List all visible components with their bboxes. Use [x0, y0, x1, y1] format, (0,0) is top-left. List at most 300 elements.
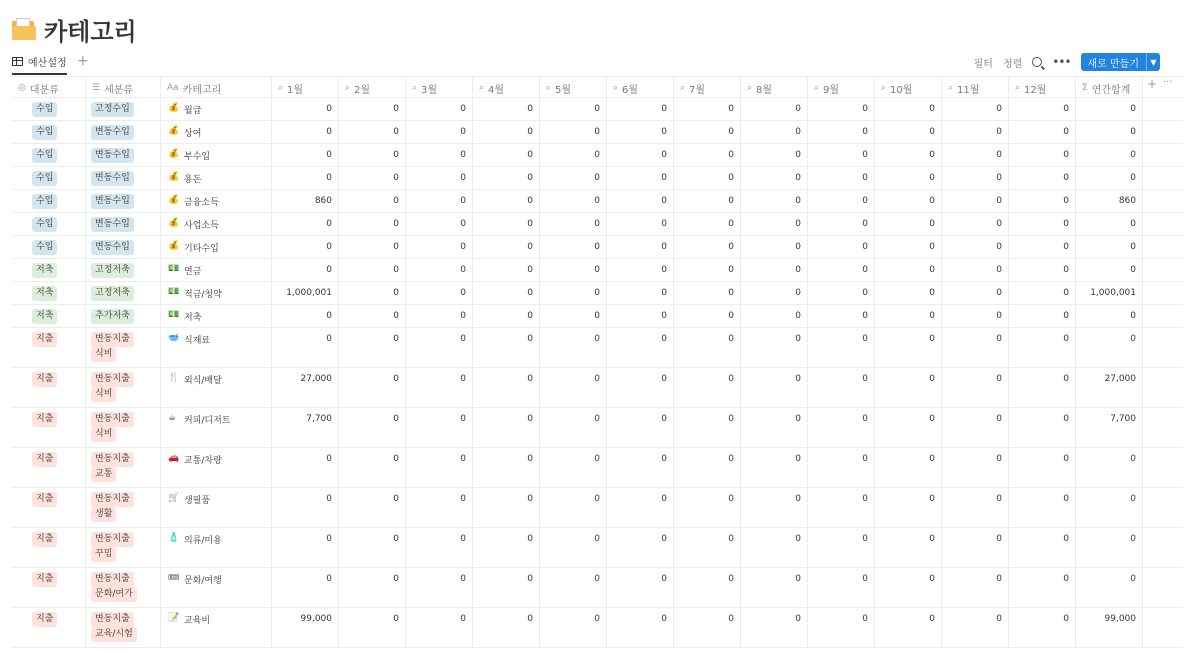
- month-value-cell[interactable]: 0: [942, 190, 1009, 212]
- main-category-cell[interactable]: [12, 328, 86, 367]
- month-value-cell[interactable]: 0: [875, 608, 942, 647]
- month-value-cell[interactable]: 0: [1009, 608, 1076, 647]
- month-value-cell[interactable]: 0: [1009, 368, 1076, 407]
- new-button[interactable]: [1081, 53, 1160, 71]
- month-value-cell[interactable]: 0: [808, 121, 875, 143]
- column-header-month[interactable]: ⌕ 9월: [808, 77, 875, 99]
- month-value-cell[interactable]: 0: [741, 213, 808, 235]
- category-cell[interactable]: [161, 236, 272, 258]
- table-row[interactable]: [12, 528, 1183, 568]
- month-value-cell[interactable]: 0: [339, 236, 406, 258]
- month-value-cell[interactable]: 0: [473, 568, 540, 607]
- add-view-icon[interactable]: +: [77, 53, 89, 69]
- month-value-cell[interactable]: 0: [808, 568, 875, 607]
- month-value-cell[interactable]: 0: [339, 167, 406, 189]
- month-value-cell[interactable]: 0: [406, 190, 473, 212]
- month-value-cell[interactable]: 0: [674, 408, 741, 447]
- month-value-cell[interactable]: 0: [741, 448, 808, 487]
- month-value-cell[interactable]: 0: [674, 488, 741, 527]
- month-value-cell[interactable]: 0: [406, 368, 473, 407]
- folder-icon[interactable]: [12, 18, 36, 40]
- month-value-cell[interactable]: 0: [473, 488, 540, 527]
- month-value-cell[interactable]: 0: [1009, 98, 1076, 120]
- month-value-cell[interactable]: 0: [607, 167, 674, 189]
- table-row[interactable]: [12, 236, 1183, 259]
- month-value-cell[interactable]: 0: [1009, 448, 1076, 487]
- month-value-cell[interactable]: 0: [339, 305, 406, 327]
- category-cell[interactable]: [161, 488, 272, 527]
- month-value-cell[interactable]: 0: [339, 528, 406, 567]
- month-value-cell[interactable]: 0: [406, 328, 473, 367]
- month-value-cell[interactable]: 0: [1009, 528, 1076, 567]
- month-value-cell[interactable]: 0: [741, 236, 808, 258]
- column-header-category[interactable]: Aa 카테고리: [161, 77, 272, 99]
- month-value-cell[interactable]: 0: [808, 448, 875, 487]
- table-row[interactable]: [12, 144, 1183, 167]
- column-header-month[interactable]: ⌕ 1월: [272, 77, 339, 99]
- main-category-cell[interactable]: [12, 121, 86, 143]
- month-value-cell[interactable]: 0: [674, 368, 741, 407]
- main-category-cell[interactable]: [12, 259, 86, 281]
- category-cell[interactable]: [161, 190, 272, 212]
- category-cell[interactable]: [161, 305, 272, 327]
- category-cell[interactable]: [161, 144, 272, 166]
- category-cell[interactable]: [161, 213, 272, 235]
- month-value-cell[interactable]: 0: [607, 282, 674, 304]
- month-value-cell[interactable]: 0: [272, 98, 339, 120]
- month-value-cell[interactable]: 0: [808, 528, 875, 567]
- month-value-cell[interactable]: 7,700: [272, 408, 339, 447]
- column-header-sub[interactable]: ☰ 세분류: [86, 77, 161, 99]
- column-header-month[interactable]: ⌕ 3월: [406, 77, 473, 99]
- month-value-cell[interactable]: 0: [339, 98, 406, 120]
- main-category-cell[interactable]: [12, 448, 86, 487]
- month-value-cell[interactable]: 0: [1009, 488, 1076, 527]
- table-row[interactable]: [12, 98, 1183, 121]
- month-value-cell[interactable]: 0: [339, 368, 406, 407]
- month-value-cell[interactable]: 0: [540, 213, 607, 235]
- month-value-cell[interactable]: 0: [607, 98, 674, 120]
- month-value-cell[interactable]: 0: [875, 568, 942, 607]
- month-value-cell[interactable]: 0: [473, 213, 540, 235]
- month-value-cell[interactable]: 0: [741, 259, 808, 281]
- main-category-cell[interactable]: [12, 282, 86, 304]
- category-cell[interactable]: [161, 328, 272, 367]
- main-category-cell[interactable]: [12, 568, 86, 607]
- add-property-icon[interactable]: +: [1147, 77, 1158, 91]
- category-cell[interactable]: [161, 528, 272, 567]
- subcategory-cell[interactable]: [86, 568, 161, 607]
- month-value-cell[interactable]: 0: [875, 213, 942, 235]
- month-value-cell[interactable]: 0: [339, 282, 406, 304]
- month-value-cell[interactable]: 0: [339, 408, 406, 447]
- month-value-cell[interactable]: 0: [808, 144, 875, 166]
- table-row[interactable]: [12, 488, 1183, 528]
- month-value-cell[interactable]: 0: [875, 528, 942, 567]
- month-value-cell[interactable]: 0: [540, 144, 607, 166]
- month-value-cell[interactable]: 0: [607, 121, 674, 143]
- subcategory-cell[interactable]: [86, 190, 161, 212]
- filter-button[interactable]: 필터: [973, 58, 993, 70]
- main-category-cell[interactable]: [12, 144, 86, 166]
- month-value-cell[interactable]: 0: [272, 328, 339, 367]
- month-value-cell[interactable]: 0: [540, 98, 607, 120]
- subcategory-cell[interactable]: [86, 328, 161, 367]
- month-value-cell[interactable]: 0: [406, 213, 473, 235]
- table-row[interactable]: [12, 190, 1183, 213]
- month-value-cell[interactable]: 0: [875, 488, 942, 527]
- table-row[interactable]: [12, 282, 1183, 305]
- month-value-cell[interactable]: 0: [406, 236, 473, 258]
- tab-budget-settings[interactable]: [12, 51, 67, 75]
- subcategory-cell[interactable]: [86, 259, 161, 281]
- month-value-cell[interactable]: 0: [741, 190, 808, 212]
- month-value-cell[interactable]: 0: [406, 528, 473, 567]
- month-value-cell[interactable]: 0: [406, 167, 473, 189]
- month-value-cell[interactable]: 0: [875, 190, 942, 212]
- subcategory-cell[interactable]: [86, 488, 161, 527]
- main-category-cell[interactable]: [12, 608, 86, 647]
- month-value-cell[interactable]: 0: [875, 368, 942, 407]
- month-value-cell[interactable]: 0: [540, 608, 607, 647]
- month-value-cell[interactable]: 0: [540, 190, 607, 212]
- month-value-cell[interactable]: 0: [808, 608, 875, 647]
- month-value-cell[interactable]: 0: [942, 488, 1009, 527]
- month-value-cell[interactable]: 0: [741, 167, 808, 189]
- column-header-month[interactable]: ⌕ 8월: [741, 77, 808, 99]
- month-value-cell[interactable]: 0: [339, 190, 406, 212]
- month-value-cell[interactable]: 0: [674, 282, 741, 304]
- month-value-cell[interactable]: 0: [473, 190, 540, 212]
- month-value-cell[interactable]: 0: [674, 328, 741, 367]
- month-value-cell[interactable]: 0: [741, 144, 808, 166]
- column-header-month[interactable]: ⌕ 6월: [607, 77, 674, 99]
- month-value-cell[interactable]: 0: [406, 488, 473, 527]
- month-value-cell[interactable]: 0: [607, 368, 674, 407]
- more-options-icon[interactable]: •••: [1052, 55, 1071, 69]
- table-row[interactable]: [12, 568, 1183, 608]
- month-value-cell[interactable]: 0: [942, 98, 1009, 120]
- table-row[interactable]: [12, 259, 1183, 282]
- month-value-cell[interactable]: 0: [1009, 305, 1076, 327]
- month-value-cell[interactable]: 0: [741, 568, 808, 607]
- month-value-cell[interactable]: 0: [272, 236, 339, 258]
- month-value-cell[interactable]: 0: [942, 121, 1009, 143]
- subcategory-cell[interactable]: [86, 305, 161, 327]
- subcategory-cell[interactable]: [86, 282, 161, 304]
- month-value-cell[interactable]: 0: [808, 213, 875, 235]
- category-cell[interactable]: [161, 568, 272, 607]
- subcategory-cell[interactable]: [86, 167, 161, 189]
- month-value-cell[interactable]: 0: [741, 608, 808, 647]
- month-value-cell[interactable]: 0: [875, 121, 942, 143]
- month-value-cell[interactable]: 0: [540, 121, 607, 143]
- month-value-cell[interactable]: 0: [607, 305, 674, 327]
- month-value-cell[interactable]: 0: [272, 121, 339, 143]
- month-value-cell[interactable]: 0: [674, 568, 741, 607]
- main-category-cell[interactable]: [12, 213, 86, 235]
- month-value-cell[interactable]: 0: [607, 328, 674, 367]
- subcategory-cell[interactable]: [86, 144, 161, 166]
- month-value-cell[interactable]: 0: [339, 121, 406, 143]
- month-value-cell[interactable]: 0: [741, 282, 808, 304]
- month-value-cell[interactable]: 0: [674, 121, 741, 143]
- month-value-cell[interactable]: 0: [1009, 282, 1076, 304]
- column-header-month[interactable]: ⌕ 5월: [540, 77, 607, 99]
- month-value-cell[interactable]: 0: [406, 305, 473, 327]
- subcategory-cell[interactable]: [86, 98, 161, 120]
- month-value-cell[interactable]: 27,000: [272, 368, 339, 407]
- month-value-cell[interactable]: 0: [406, 121, 473, 143]
- subcategory-cell[interactable]: [86, 408, 161, 447]
- column-header-month[interactable]: ⌕ 10월: [875, 77, 942, 99]
- category-cell[interactable]: [161, 98, 272, 120]
- month-value-cell[interactable]: 0: [607, 448, 674, 487]
- month-value-cell[interactable]: 0: [339, 259, 406, 281]
- more-properties-icon[interactable]: ···: [1163, 77, 1173, 88]
- month-value-cell[interactable]: 0: [1009, 190, 1076, 212]
- main-category-cell[interactable]: [12, 408, 86, 447]
- month-value-cell[interactable]: 860: [272, 190, 339, 212]
- month-value-cell[interactable]: 0: [339, 568, 406, 607]
- main-category-cell[interactable]: [12, 190, 86, 212]
- month-value-cell[interactable]: 0: [875, 408, 942, 447]
- category-cell[interactable]: [161, 282, 272, 304]
- month-value-cell[interactable]: 0: [741, 305, 808, 327]
- month-value-cell[interactable]: 0: [674, 448, 741, 487]
- month-value-cell[interactable]: 0: [607, 259, 674, 281]
- month-value-cell[interactable]: 0: [1009, 408, 1076, 447]
- month-value-cell[interactable]: 0: [741, 528, 808, 567]
- month-value-cell[interactable]: 0: [473, 167, 540, 189]
- month-value-cell[interactable]: 0: [1009, 259, 1076, 281]
- table-row[interactable]: [12, 448, 1183, 488]
- chevron-down-icon[interactable]: ▼: [1146, 53, 1160, 71]
- new-button-label[interactable]: 새로 만들기: [1087, 58, 1139, 70]
- column-header-month[interactable]: ⌕ 4월: [473, 77, 540, 99]
- month-value-cell[interactable]: 0: [1009, 568, 1076, 607]
- month-value-cell[interactable]: 0: [875, 236, 942, 258]
- month-value-cell[interactable]: 0: [808, 408, 875, 447]
- month-value-cell[interactable]: 0: [875, 167, 942, 189]
- month-value-cell[interactable]: 99,000: [272, 608, 339, 647]
- month-value-cell[interactable]: 0: [808, 282, 875, 304]
- month-value-cell[interactable]: 0: [473, 98, 540, 120]
- subcategory-cell[interactable]: [86, 448, 161, 487]
- month-value-cell[interactable]: 0: [1009, 144, 1076, 166]
- month-value-cell[interactable]: 0: [875, 328, 942, 367]
- category-cell[interactable]: [161, 121, 272, 143]
- month-value-cell[interactable]: 0: [339, 213, 406, 235]
- month-value-cell[interactable]: 0: [942, 408, 1009, 447]
- month-value-cell[interactable]: 0: [674, 213, 741, 235]
- month-value-cell[interactable]: 0: [808, 328, 875, 367]
- month-value-cell[interactable]: 0: [272, 568, 339, 607]
- month-value-cell[interactable]: 0: [272, 144, 339, 166]
- month-value-cell[interactable]: 0: [741, 488, 808, 527]
- month-value-cell[interactable]: 0: [808, 488, 875, 527]
- month-value-cell[interactable]: 0: [540, 368, 607, 407]
- main-category-cell[interactable]: [12, 528, 86, 567]
- month-value-cell[interactable]: 0: [473, 144, 540, 166]
- month-value-cell[interactable]: 0: [473, 328, 540, 367]
- month-value-cell[interactable]: 0: [1009, 167, 1076, 189]
- month-value-cell[interactable]: 0: [406, 448, 473, 487]
- subcategory-cell[interactable]: [86, 608, 161, 647]
- month-value-cell[interactable]: 0: [942, 528, 1009, 567]
- month-value-cell[interactable]: 0: [741, 328, 808, 367]
- month-value-cell[interactable]: 0: [674, 305, 741, 327]
- subcategory-cell[interactable]: [86, 368, 161, 407]
- column-header-main[interactable]: ◎ 대분류: [12, 77, 86, 99]
- month-value-cell[interactable]: 0: [473, 305, 540, 327]
- main-category-cell[interactable]: [12, 98, 86, 120]
- month-value-cell[interactable]: 0: [473, 236, 540, 258]
- month-value-cell[interactable]: 0: [808, 368, 875, 407]
- month-value-cell[interactable]: 0: [607, 144, 674, 166]
- month-value-cell[interactable]: 0: [339, 488, 406, 527]
- month-value-cell[interactable]: 0: [540, 328, 607, 367]
- month-value-cell[interactable]: 0: [339, 144, 406, 166]
- month-value-cell[interactable]: 0: [540, 528, 607, 567]
- main-category-cell[interactable]: [12, 488, 86, 527]
- subcategory-cell[interactable]: [86, 213, 161, 235]
- month-value-cell[interactable]: 0: [741, 98, 808, 120]
- month-value-cell[interactable]: 0: [406, 568, 473, 607]
- subcategory-cell[interactable]: [86, 121, 161, 143]
- month-value-cell[interactable]: 0: [942, 236, 1009, 258]
- category-cell[interactable]: [161, 608, 272, 647]
- month-value-cell[interactable]: 0: [741, 408, 808, 447]
- month-value-cell[interactable]: 0: [406, 259, 473, 281]
- month-value-cell[interactable]: 0: [1009, 328, 1076, 367]
- month-value-cell[interactable]: 0: [674, 98, 741, 120]
- month-value-cell[interactable]: 0: [272, 528, 339, 567]
- month-value-cell[interactable]: 0: [406, 98, 473, 120]
- main-category-cell[interactable]: [12, 167, 86, 189]
- month-value-cell[interactable]: 0: [272, 488, 339, 527]
- table-row[interactable]: [12, 305, 1183, 328]
- month-value-cell[interactable]: 0: [339, 608, 406, 647]
- month-value-cell[interactable]: 0: [808, 98, 875, 120]
- month-value-cell[interactable]: 0: [473, 282, 540, 304]
- table-row[interactable]: [12, 408, 1183, 448]
- month-value-cell[interactable]: 0: [674, 259, 741, 281]
- month-value-cell[interactable]: 0: [1009, 121, 1076, 143]
- main-category-cell[interactable]: [12, 368, 86, 407]
- month-value-cell[interactable]: 0: [540, 282, 607, 304]
- month-value-cell[interactable]: 0: [540, 259, 607, 281]
- month-value-cell[interactable]: 0: [473, 448, 540, 487]
- column-header-month[interactable]: ⌕ 2월: [339, 77, 406, 99]
- month-value-cell[interactable]: 0: [540, 448, 607, 487]
- subcategory-cell[interactable]: [86, 528, 161, 567]
- month-value-cell[interactable]: 0: [674, 236, 741, 258]
- month-value-cell[interactable]: 0: [674, 167, 741, 189]
- month-value-cell[interactable]: 0: [272, 305, 339, 327]
- month-value-cell[interactable]: 0: [272, 448, 339, 487]
- table-row[interactable]: [12, 368, 1183, 408]
- month-value-cell[interactable]: 0: [473, 608, 540, 647]
- subcategory-cell[interactable]: [86, 236, 161, 258]
- month-value-cell[interactable]: 0: [540, 236, 607, 258]
- table-row[interactable]: [12, 328, 1183, 368]
- sort-button[interactable]: 정렬: [1002, 58, 1023, 70]
- search-icon[interactable]: [1032, 57, 1042, 67]
- month-value-cell[interactable]: 0: [875, 144, 942, 166]
- month-value-cell[interactable]: 0: [942, 144, 1009, 166]
- month-value-cell[interactable]: 0: [473, 408, 540, 447]
- month-value-cell[interactable]: 0: [942, 448, 1009, 487]
- table-row[interactable]: [12, 608, 1183, 648]
- month-value-cell[interactable]: 0: [942, 328, 1009, 367]
- month-value-cell[interactable]: 0: [808, 167, 875, 189]
- month-value-cell[interactable]: 0: [808, 190, 875, 212]
- month-value-cell[interactable]: 0: [607, 488, 674, 527]
- category-cell[interactable]: [161, 368, 272, 407]
- month-value-cell[interactable]: 0: [942, 368, 1009, 407]
- month-value-cell[interactable]: 0: [540, 408, 607, 447]
- month-value-cell[interactable]: 0: [875, 259, 942, 281]
- month-value-cell[interactable]: 0: [808, 305, 875, 327]
- month-value-cell[interactable]: 1,000,001: [272, 282, 339, 304]
- month-value-cell[interactable]: 0: [942, 213, 1009, 235]
- column-header-month[interactable]: ⌕ 7월: [674, 77, 741, 99]
- month-value-cell[interactable]: 0: [473, 121, 540, 143]
- month-value-cell[interactable]: 0: [406, 608, 473, 647]
- month-value-cell[interactable]: 0: [875, 98, 942, 120]
- month-value-cell[interactable]: 0: [540, 167, 607, 189]
- month-value-cell[interactable]: 0: [272, 167, 339, 189]
- month-value-cell[interactable]: 0: [875, 448, 942, 487]
- month-value-cell[interactable]: 0: [875, 282, 942, 304]
- month-value-cell[interactable]: 0: [607, 608, 674, 647]
- column-header-month[interactable]: ⌕ 11월: [942, 77, 1009, 99]
- month-value-cell[interactable]: 0: [540, 305, 607, 327]
- month-value-cell[interactable]: 0: [942, 305, 1009, 327]
- month-value-cell[interactable]: 0: [674, 190, 741, 212]
- month-value-cell[interactable]: 0: [808, 259, 875, 281]
- month-value-cell[interactable]: 0: [942, 608, 1009, 647]
- month-value-cell[interactable]: 0: [607, 190, 674, 212]
- table-row[interactable]: [12, 213, 1183, 236]
- month-value-cell[interactable]: 0: [607, 236, 674, 258]
- month-value-cell[interactable]: 0: [406, 282, 473, 304]
- column-header-month[interactable]: ⌕ 12월: [1009, 77, 1076, 99]
- main-category-cell[interactable]: [12, 236, 86, 258]
- month-value-cell[interactable]: 0: [674, 528, 741, 567]
- page-title[interactable]: 카테고리: [44, 17, 137, 46]
- month-value-cell[interactable]: 0: [875, 305, 942, 327]
- month-value-cell[interactable]: 0: [272, 213, 339, 235]
- month-value-cell[interactable]: 0: [942, 282, 1009, 304]
- month-value-cell[interactable]: 0: [607, 408, 674, 447]
- category-cell[interactable]: [161, 259, 272, 281]
- month-value-cell[interactable]: 0: [473, 368, 540, 407]
- month-value-cell[interactable]: 0: [406, 144, 473, 166]
- category-cell[interactable]: [161, 408, 272, 447]
- category-cell[interactable]: [161, 448, 272, 487]
- month-value-cell[interactable]: 0: [607, 528, 674, 567]
- month-value-cell[interactable]: 0: [406, 408, 473, 447]
- month-value-cell[interactable]: 0: [272, 259, 339, 281]
- table-row[interactable]: [12, 121, 1183, 144]
- month-value-cell[interactable]: 0: [674, 608, 741, 647]
- category-cell[interactable]: [161, 167, 272, 189]
- month-value-cell[interactable]: 0: [741, 121, 808, 143]
- month-value-cell[interactable]: 0: [607, 213, 674, 235]
- table-row[interactable]: [12, 167, 1183, 190]
